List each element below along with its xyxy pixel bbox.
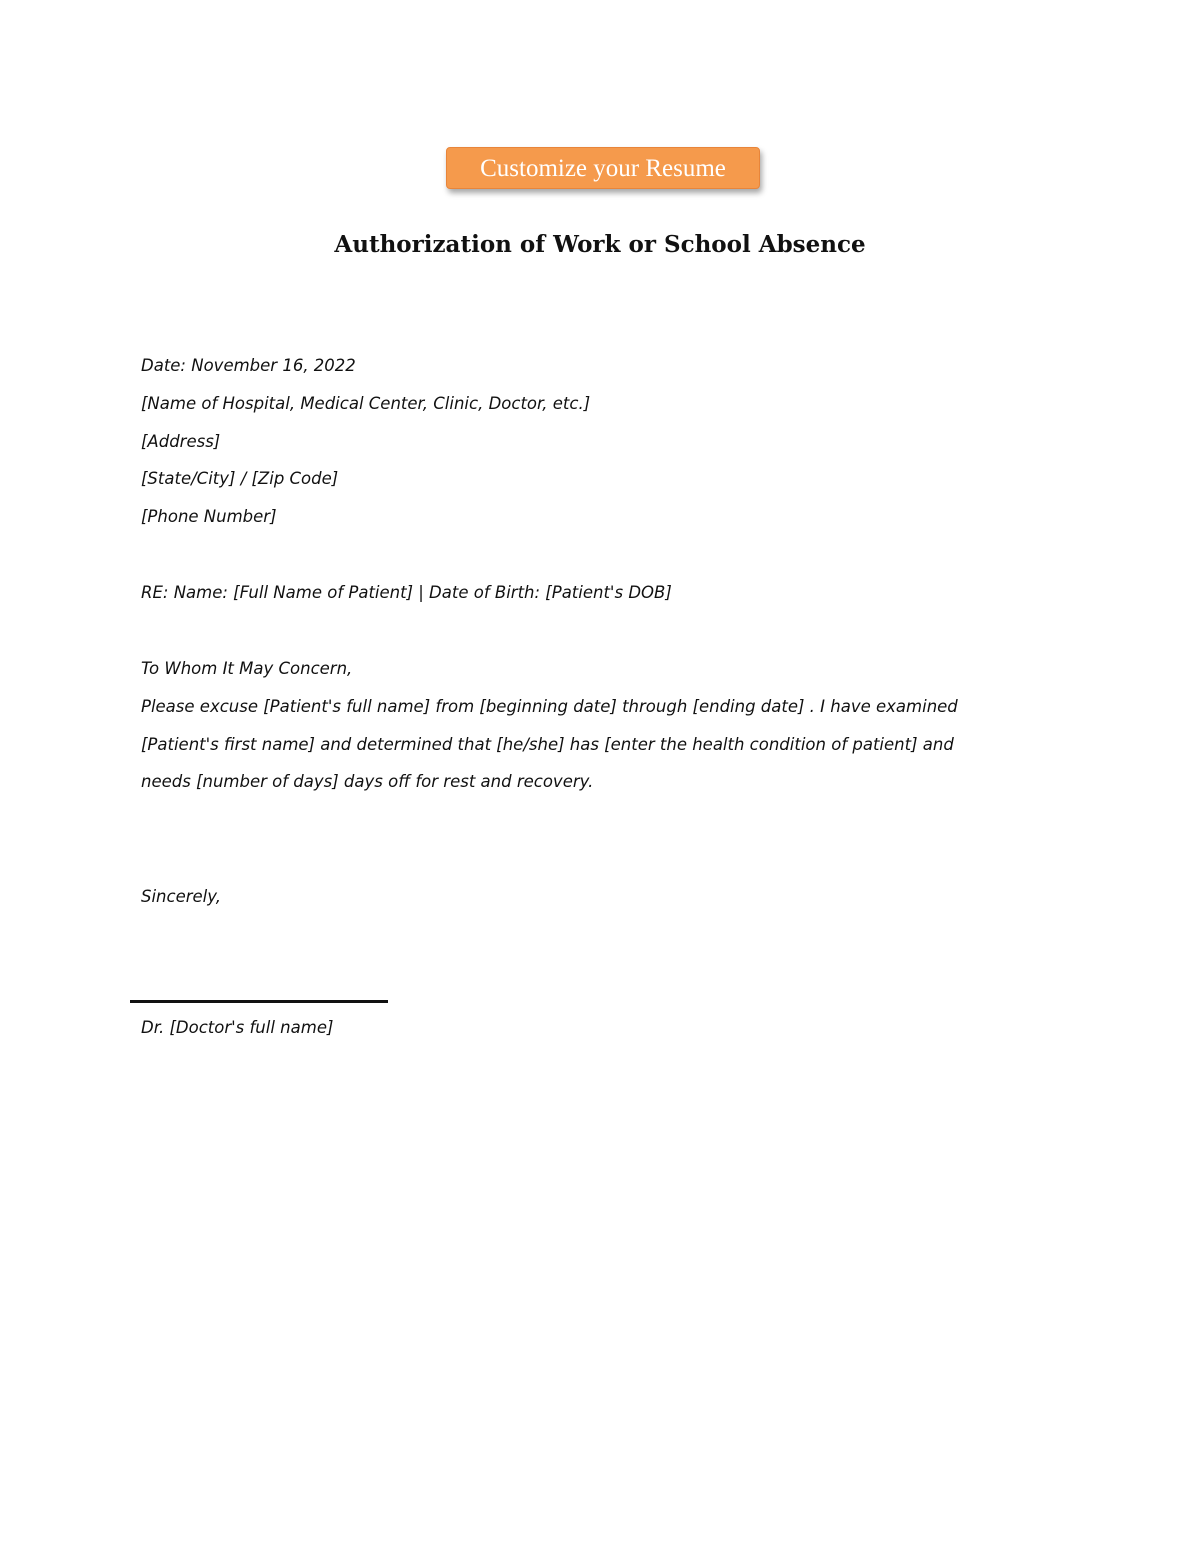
date-line: Date: November 16, 2022 [141,356,356,375]
signature-line [130,1000,388,1003]
document-title: Authorization of Work or School Absence [334,231,866,258]
customize-resume-button[interactable]: Customize your Resume [446,147,760,189]
signature-name: Dr. [Doctor's full name] [141,1018,334,1037]
provider-state-zip: [State/City] / [Zip Code] [141,469,339,488]
provider-phone: [Phone Number] [141,507,277,526]
re-line: RE: Name: [Full Name of Patient] | Date of Birth: [Patient's DOB] [141,583,672,602]
salutation: To Whom It May Concern, [141,659,353,678]
body-line: Please excuse [Patient's full name] from [beginning date] through [ending date] . I have examined [141,697,958,716]
provider-name: [Name of Hospital, Medical Center, Clinic, Doctor, etc.] [141,394,591,413]
closing: Sincerely, [141,887,221,906]
provider-address: [Address] [141,432,221,451]
body-line: [Patient's first name] and determined that [he/she] has [enter the health condition of patient] and [141,735,954,754]
body-line: needs [number of days] days off for rest and recovery. [141,772,594,791]
